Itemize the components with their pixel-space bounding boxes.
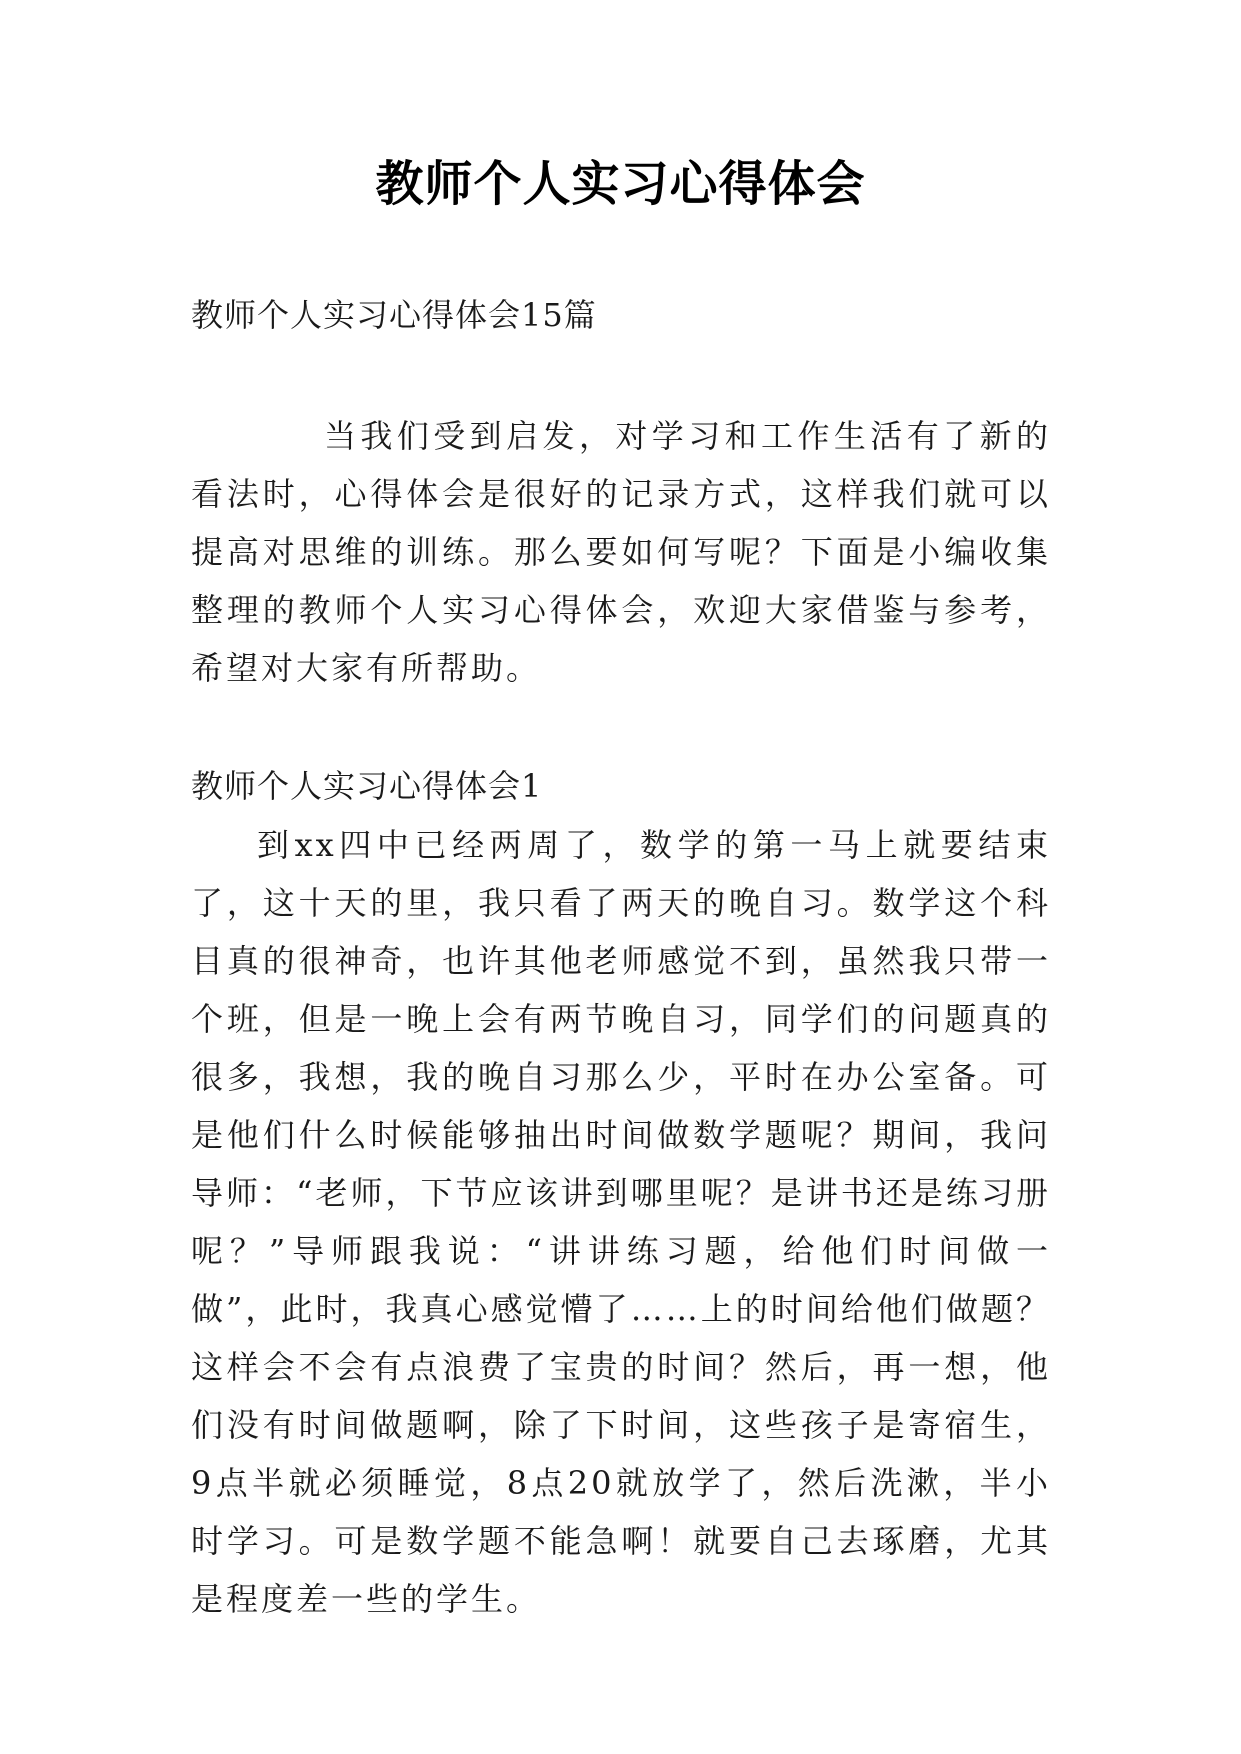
intro-paragraph: 当我们受到启发，对学习和工作生活有了新的看法时，心得体会是很好的记录方式，这样我们就可以提高对思维的训练。那么要如何写呢？下面是小编收集整理的教师个人实习心得体会，欢迎大家借鉴与参考，希望对大家有所帮助。 [191,417,1051,687]
section-paragraph: 到xx四中已经两周了，数学的第一马上就要结束了，这十天的里，我只看了两天的晚自习。数学这个科目真的很神奇，也许其他老师感觉不到，虽然我只带一个班，但是一晚上会有两节晚自习，同学们的问题真的很多，我想，我的晚自习那么少，平时在办公室备。可是他们什么时候能够抽出时间做数学题呢？期间，我问导师：“老师，下节应该讲到哪里呢？是讲书还是练习册呢？”导师跟我说：“讲讲练习题，给他们时间做一做”，此时，我真心感觉懵了……上的时间给他们做题？这样会不会有点浪费了宝贵的时间？然后，再一想，他们没有时间做题啊，除了下时间，这些孩子是寄宿生，9点半就必须睡觉，8点20就放学了，然后洗漱，半小时学习。可是数学题不能急啊！就要自己去琢磨，尤其是程度差一些的学生。 [191,826,1051,1618]
section-heading: 教师个人实习心得体会1 [191,767,543,805]
document-title: 教师个人实习心得体会 [375,156,866,212]
document-subtitle: 教师个人实习心得体会15篇 [191,296,597,334]
